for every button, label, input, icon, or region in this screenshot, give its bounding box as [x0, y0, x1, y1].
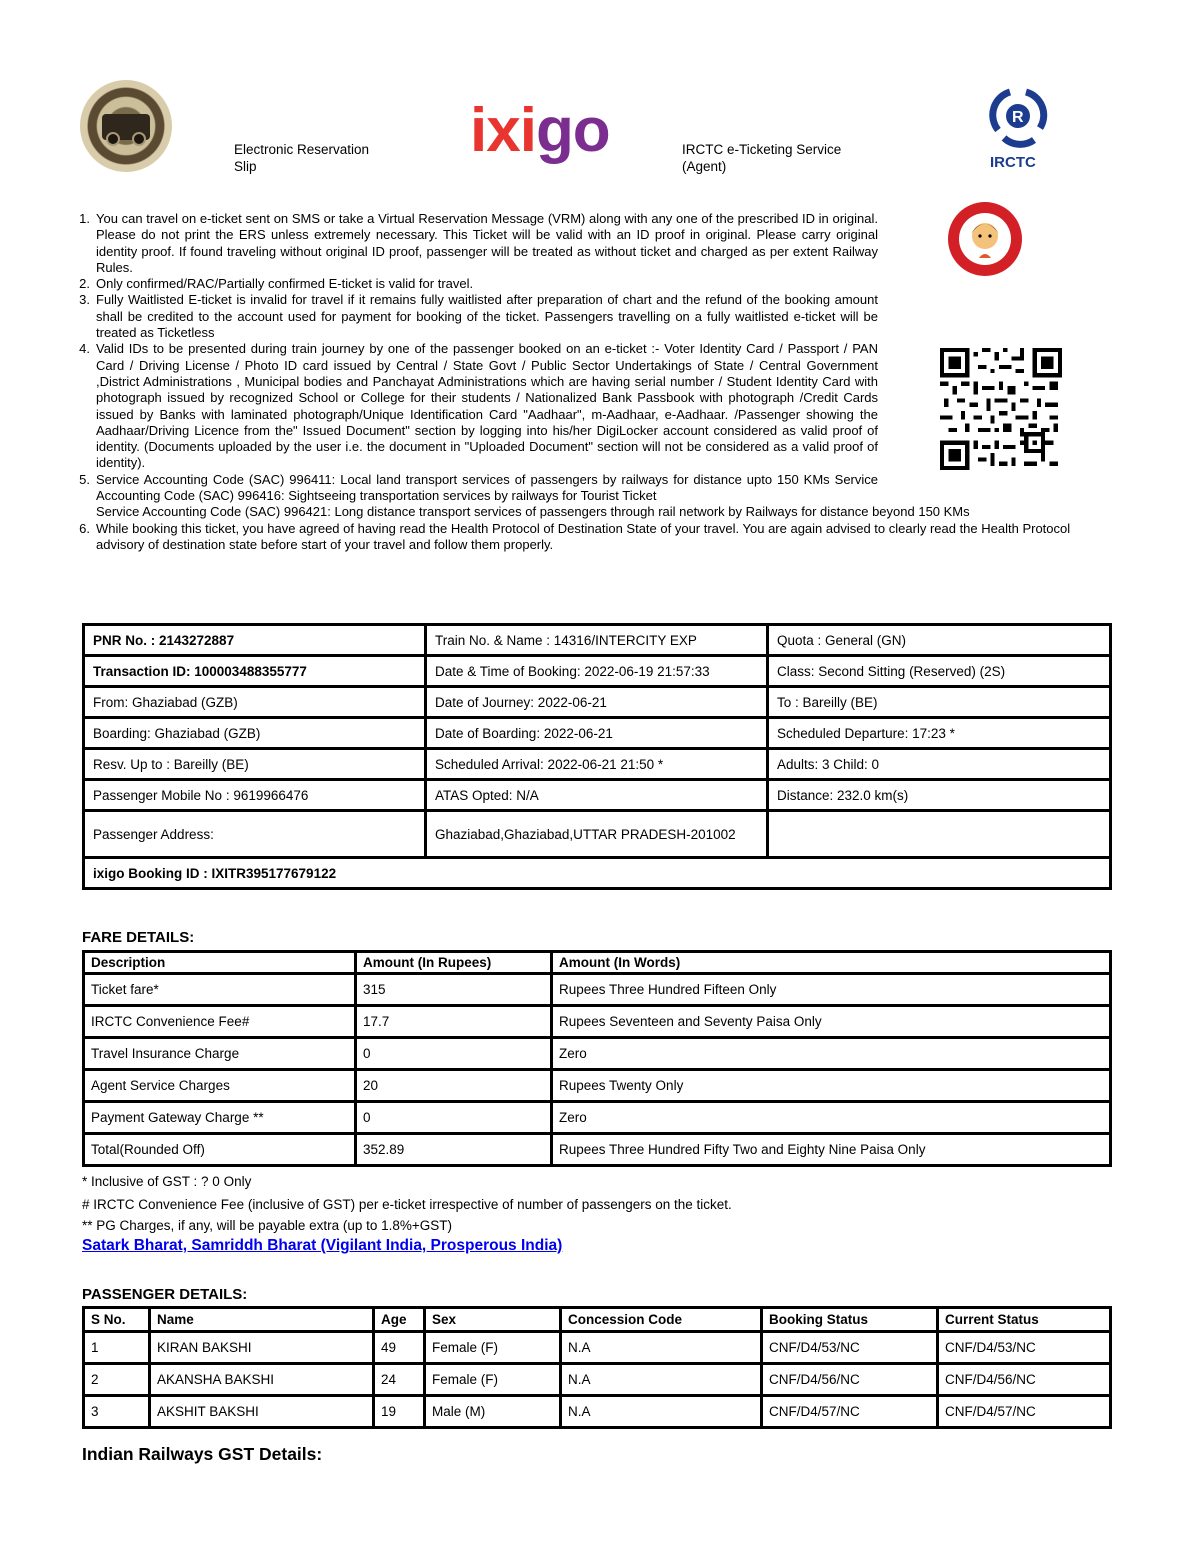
passenger-sno: 2	[84, 1364, 150, 1396]
booking-status: CNF/D4/57/NC	[762, 1396, 938, 1428]
pg-charges-note: ** PG Charges, if any, will be payable extra (up to 1.8%+GST)	[82, 1218, 453, 1233]
column-header: S No.	[84, 1308, 150, 1332]
scheduled-arrival: Scheduled Arrival: 2022-06-21 21:50 *	[426, 749, 768, 780]
table-header-row	[84, 952, 1111, 974]
column-header: Amount (In Rupees)	[356, 952, 552, 974]
irctc-logo-text: IRCTC	[990, 154, 1036, 171]
from-station: From: Ghaziabad (GZB)	[84, 687, 426, 718]
address-label: Passenger Address:	[84, 811, 426, 858]
table-row	[84, 1134, 1111, 1166]
concession-code: N.A	[561, 1332, 762, 1364]
fare-amount: 0	[356, 1038, 552, 1070]
distance: Distance: 232.0 km(s)	[768, 780, 1111, 811]
fare-details-title: FARE DETAILS:	[82, 929, 195, 946]
passenger-age: 19	[374, 1396, 425, 1428]
instruction-item: 2. Only confirmed/RAC/Partially confirmed E-ticket is valid for travel.	[79, 276, 474, 292]
fare-amount-words: Zero	[552, 1038, 1111, 1070]
booking-status: CNF/D4/56/NC	[762, 1364, 938, 1396]
fare-description: Payment Gateway Charge **	[84, 1102, 356, 1134]
table-row	[84, 1070, 1111, 1102]
satark-bharat-link[interactable]: Satark Bharat, Samriddh Bharat (Vigilant India, Prosperous India)	[82, 1237, 563, 1254]
ixigo-booking-id: ixigo Booking ID : IXITR395177679122	[84, 858, 1111, 889]
table-row	[84, 1038, 1111, 1070]
table-row	[84, 749, 1111, 780]
boarding-station: Boarding: Ghaziabad (GZB)	[84, 718, 426, 749]
travel-class: Class: Second Sitting (Reserved) (2S)	[768, 656, 1111, 687]
fare-description: Ticket fare*	[84, 974, 356, 1006]
table-row	[84, 1364, 1111, 1396]
passenger-sex: Male (M)	[425, 1396, 561, 1428]
column-header: Sex	[425, 1308, 561, 1332]
table-row	[84, 858, 1111, 889]
passenger-mobile: Passenger Mobile No : 9619966476	[84, 780, 426, 811]
fare-amount-words: Zero	[552, 1102, 1111, 1134]
fare-amount: 17.7	[356, 1006, 552, 1038]
column-header: Booking Status	[762, 1308, 938, 1332]
current-status: CNF/D4/56/NC	[938, 1364, 1111, 1396]
fare-details-table	[82, 950, 1112, 1167]
column-header: Description	[84, 952, 356, 974]
passenger-name: KIRAN BAKSHI	[150, 1332, 374, 1364]
gst-details-title: Indian Railways GST Details:	[82, 1444, 323, 1464]
pnr-number: PNR No. : 2143272887	[84, 625, 426, 656]
passenger-details-table	[82, 1306, 1112, 1429]
indian-railways-logo-icon	[80, 80, 172, 172]
table-row	[84, 974, 1111, 1006]
table-row	[84, 1396, 1111, 1428]
instruction-item: 4. Valid IDs to be presented during train journey by one of the passenger booked on an e-ticket :- Voter Identity Card / Passport / PAN Card / Driving License / Photo ID card issued by Central / State Govt / Public Sector Undertakings of State / Central Government ,District Administrations , Municipal bodies and Panchayat Administrations which are having serial number / Student Identity Card with photograph issued by recognized School or College for their students / Nationalized Bank Passbook with photograph /Credit Cards issued by Banks with laminated photograph/Unique Identification Card "Aadhaar", m-Aadhaar, e-Aadhaar. /Passenger showing the Aadhaar/Driving Licence from the" Issued Document" section by logging into his/her DigiLocker account considered as valid proof of identity. (Documents uploaded by the user i.e. the document in "Uploaded Document" section will not be considered as a valid proof of identity).	[79, 341, 878, 471]
fare-amount-words: Rupees Three Hundred Fifteen Only	[552, 974, 1111, 1006]
table-row	[84, 625, 1111, 656]
fare-amount: 352.89	[356, 1134, 552, 1166]
current-status: CNF/D4/53/NC	[938, 1332, 1111, 1364]
passenger-name: AKANSHA BAKSHI	[150, 1364, 374, 1396]
column-header: Amount (In Words)	[552, 952, 1111, 974]
ixigo-logo	[470, 96, 610, 166]
ers-label: Electronic Reservation Slip	[234, 142, 370, 174]
passenger-sex: Female (F)	[425, 1332, 561, 1364]
quota: Quota : General (GN)	[768, 625, 1111, 656]
passenger-count: Adults: 3 Child: 0	[768, 749, 1111, 780]
table-row	[84, 656, 1111, 687]
gst-note: * Inclusive of GST : ? 0 Only	[82, 1174, 252, 1189]
fare-notes	[82, 1170, 732, 1256]
passenger-age: 49	[374, 1332, 425, 1364]
table-row	[84, 687, 1111, 718]
column-header: Age	[374, 1308, 425, 1332]
passenger-address: Ghaziabad,Ghaziabad,UTTAR PRADESH-201002	[426, 811, 768, 858]
table-row	[84, 811, 1111, 858]
table-row	[84, 1006, 1111, 1038]
fare-amount: 20	[356, 1070, 552, 1102]
instruction-item: 5. Service Accounting Code (SAC) 996411: Local land transport services of passengers by railways for distance upto 150 KMs Service Accounting Code (SAC) 996416: Sightseeing transportation services by railways for Tourist Ticket Service Accounting Code (SAC) 996421: Long distance transport services of passengers through rail network by Railways for distance beyond 150 KMs	[79, 471, 970, 520]
concession-code: N.A	[561, 1396, 762, 1428]
instructions-list	[72, 211, 1117, 553]
fare-amount-words: Rupees Twenty Only	[552, 1070, 1111, 1102]
table-row	[84, 1102, 1111, 1134]
ticket-header	[0, 0, 1200, 200]
fare-amount: 0	[356, 1102, 552, 1134]
column-header: Current Status	[938, 1308, 1111, 1332]
current-status: CNF/D4/57/NC	[938, 1396, 1111, 1428]
transaction-id: Transaction ID: 100003488355777	[84, 656, 426, 687]
reservation-upto: Resv. Up to : Bareilly (BE)	[84, 749, 426, 780]
convenience-fee-note: # IRCTC Convenience Fee (inclusive of GST) per e-ticket irrespective of number of passengers on the ticket.	[82, 1197, 732, 1212]
fare-amount: 315	[356, 974, 552, 1006]
fare-description: IRCTC Convenience Fee#	[84, 1006, 356, 1038]
fare-description: Travel Insurance Charge	[84, 1038, 356, 1070]
table-row	[84, 780, 1111, 811]
fare-amount-words: Rupees Seventeen and Seventy Paisa Only	[552, 1006, 1111, 1038]
passenger-sex: Female (F)	[425, 1364, 561, 1396]
irctc-service-label: IRCTC e-Ticketing Service (Agent)	[682, 142, 842, 174]
table-header-row	[84, 1308, 1111, 1332]
journey-date: Date of Journey: 2022-06-21	[426, 687, 768, 718]
passenger-name: AKSHIT BAKSHI	[150, 1396, 374, 1428]
booking-time: Date & Time of Booking: 2022-06-19 21:57:33	[426, 656, 768, 687]
instruction-item: 6. While booking this ticket, you have agreed of having read the Health Protocol of Destination State of your travel. You are again advised to clearly read the Health Protocol advisory of destination state before start of your travel and follow them properly.	[79, 520, 1071, 552]
passenger-age: 24	[374, 1364, 425, 1396]
table-row	[84, 1332, 1111, 1364]
concession-code: N.A	[561, 1364, 762, 1396]
atas-opted: ATAS Opted: N/A	[426, 780, 768, 811]
column-header: Name	[150, 1308, 374, 1332]
column-header: Concession Code	[561, 1308, 762, 1332]
booking-status: CNF/D4/53/NC	[762, 1332, 938, 1364]
train-name: Train No. & Name : 14316/INTERCITY EXP	[426, 625, 768, 656]
scheduled-departure: Scheduled Departure: 17:23 *	[768, 718, 1111, 749]
boarding-date: Date of Boarding: 2022-06-21	[426, 718, 768, 749]
to-station: To : Bareilly (BE)	[768, 687, 1111, 718]
passenger-details-title: PASSENGER DETAILS:	[82, 1286, 248, 1303]
fare-description: Total(Rounded Off)	[84, 1134, 356, 1166]
empty-cell	[768, 811, 1111, 858]
fare-amount-words: Rupees Three Hundred Fifty Two and Eighty Nine Paisa Only	[552, 1134, 1111, 1166]
passenger-sno: 1	[84, 1332, 150, 1364]
svg-text:R: R	[1012, 109, 1024, 126]
table-row	[84, 718, 1111, 749]
ixigo-brand-text: ixigo	[470, 96, 610, 165]
instruction-item: 1. You can travel on e-ticket sent on SMS or take a Virtual Reservation Message (VRM) along with any one of the prescribed ID in original. Please do not print the ERS unless extremely necessary. This Ticket will be valid with an ID proof in original. Please carry original identity proof. If found traveling without original ID proof, passenger will be treated as without ticket and charged as per extent Railway Rules.	[79, 211, 878, 275]
fare-description: Agent Service Charges	[84, 1070, 356, 1102]
passenger-sno: 3	[84, 1396, 150, 1428]
booking-details-table	[82, 623, 1112, 890]
instruction-item: 3. Fully Waitlisted E-ticket is invalid for travel if it remains fully waitlisted after preparation of chart and the refund of the booking amount shall be credited to the account used for payment for booking of the ticket. Passengers travelling on a fully waitlisted e-ticket will be treated as Ticketless	[79, 292, 878, 341]
